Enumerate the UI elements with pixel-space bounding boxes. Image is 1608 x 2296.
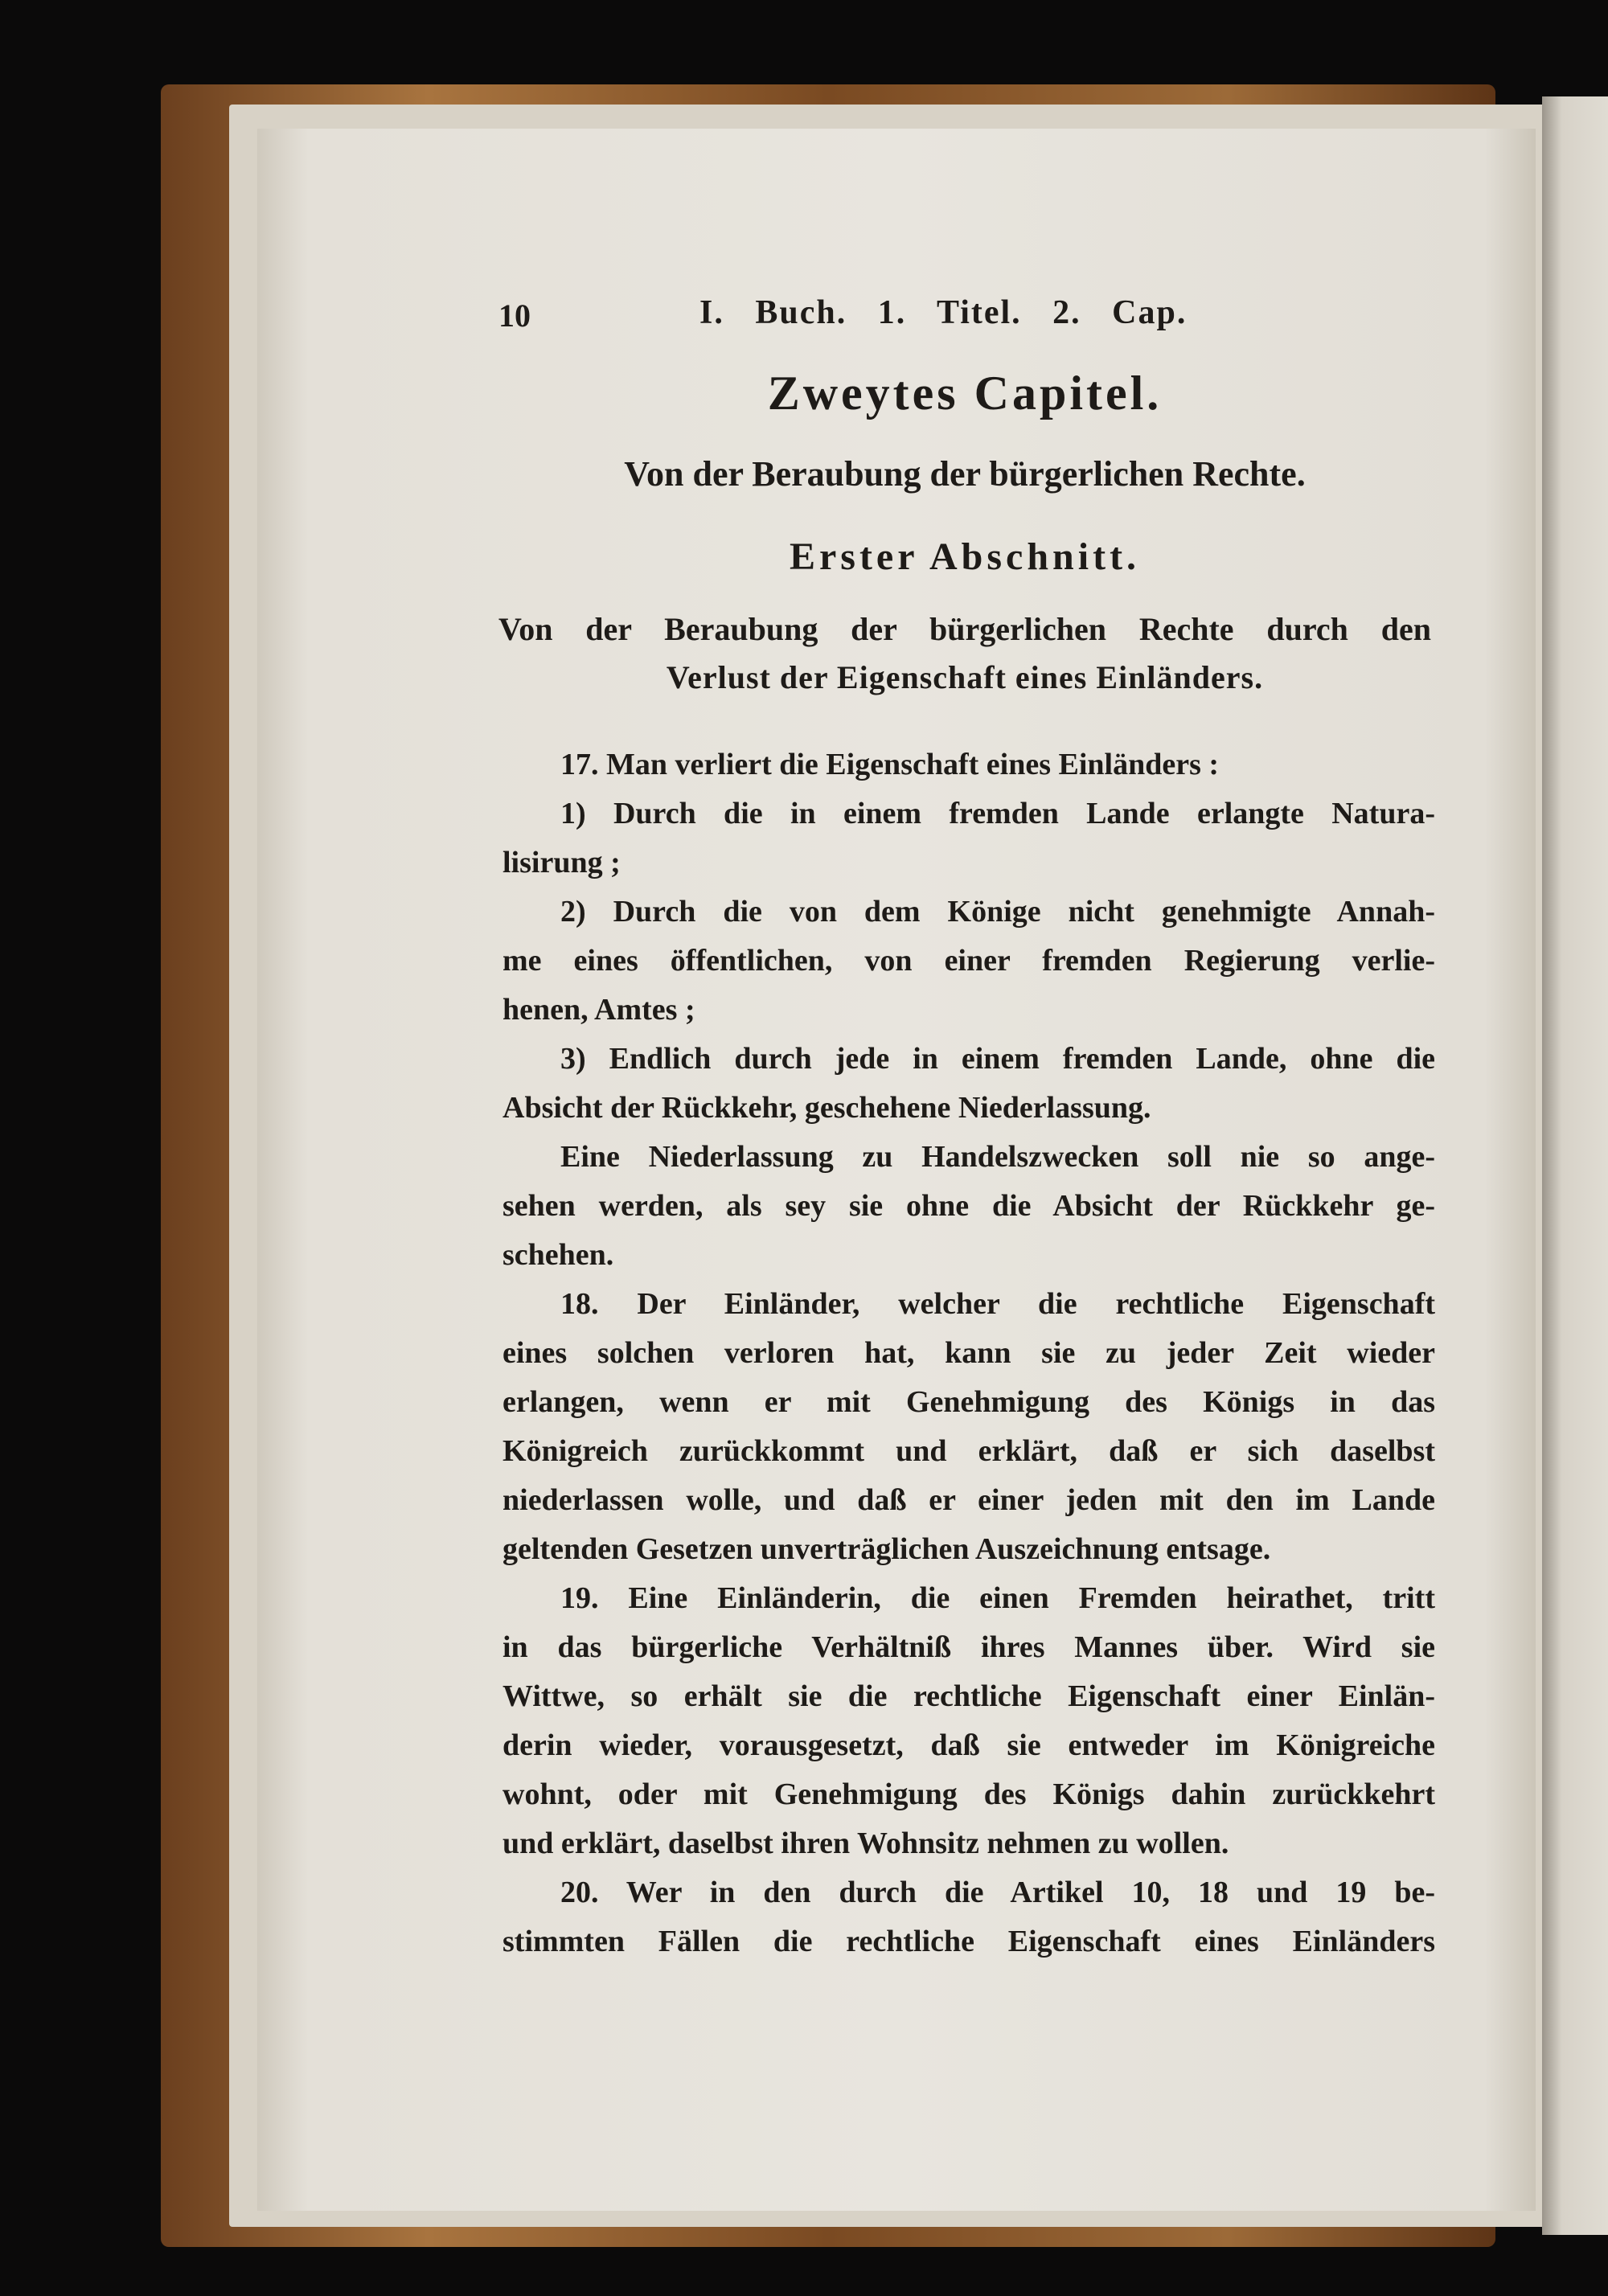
text-line: lisirung ; [503, 846, 621, 879]
text-line: 18. Der Einländer, welcher die rechtliche Eigenschaft [560, 1287, 1435, 1321]
text-line: 1) Durch die in einem fremden Lande erlangte Natura- [560, 797, 1435, 830]
text-line: erlangen, wenn er mit Genehmigung des Königs in das [503, 1385, 1435, 1419]
facing-page [1542, 96, 1608, 2235]
page-number: 10 [498, 297, 531, 334]
text-line: und erklärt, daselbst ihren Wohnsitz nehmen zu wollen. [503, 1827, 1229, 1860]
text-line: Königreich zurückkommt und erklärt, daß er sich daselbst [503, 1434, 1435, 1468]
chapter-subtitle: Von der Beraubung der bürgerlichen Rechte. [624, 454, 1306, 494]
text-line: 3) Endlich durch jede in einem fremden Lande, ohne die [560, 1042, 1435, 1076]
text-line: henen, Amtes ; [503, 993, 695, 1027]
text-line: 2) Durch die von dem Könige nicht genehmigte Annah- [560, 895, 1435, 929]
text-line: Wittwe, so erhält sie die rechtliche Eigenschaft einer Einlän- [503, 1679, 1435, 1713]
text-line: 20. Wer in den durch die Artikel 10, 18 und 19 be- [560, 1876, 1435, 1909]
text-line: me eines öffentlichen, von einer fremden Regierung verlie- [503, 944, 1435, 978]
section-heading-line-2: Verlust der Eigenschaft eines Einländers. [666, 659, 1264, 695]
text-line: geltenden Gesetzen unverträglichen Auszeichnung entsage. [503, 1532, 1271, 1566]
text-line: stimmten Fällen die rechtliche Eigenschaft eines Einländers [503, 1925, 1435, 1958]
section-heading-line-1: Von der Beraubung der bürgerlichen Rechte durch den [498, 611, 1431, 647]
text-line: 17. Man verliert die Eigenschaft eines Einländers : [560, 748, 1220, 781]
chapter-title: Zweytes Capitel. [767, 367, 1163, 420]
text-line: in das bürgerliche Verhältniß ihres Mannes über. Wird sie [503, 1630, 1435, 1664]
text-line: niederlassen wolle, und daß er einer jeden mit den im Lande [503, 1483, 1435, 1517]
text-line: eines solchen verloren hat, kann sie zu jeder Zeit wieder [503, 1336, 1435, 1370]
text-line: Eine Niederlassung zu Handelszwecken soll nie so ange- [560, 1140, 1435, 1174]
text-line: wohnt, oder mit Genehmigung des Königs dahin zurückkehrt [503, 1777, 1435, 1811]
text-line: 19. Eine Einländerin, die einen Fremden heirathet, tritt [560, 1581, 1435, 1615]
section-title: Erster Abschnitt. [789, 535, 1141, 578]
running-head: I. Buch. 1. Titel. 2. Cap. [699, 294, 1188, 331]
text-line: derin wieder, vorausgesetzt, daß sie entweder im Königreiche [503, 1728, 1435, 1762]
text-line: schehen. [503, 1238, 614, 1272]
text-line: Absicht der Rückkehr, geschehene Niederlassung. [503, 1091, 1151, 1125]
text-line: sehen werden, als sey sie ohne die Absicht der Rückkehr ge- [503, 1189, 1435, 1223]
